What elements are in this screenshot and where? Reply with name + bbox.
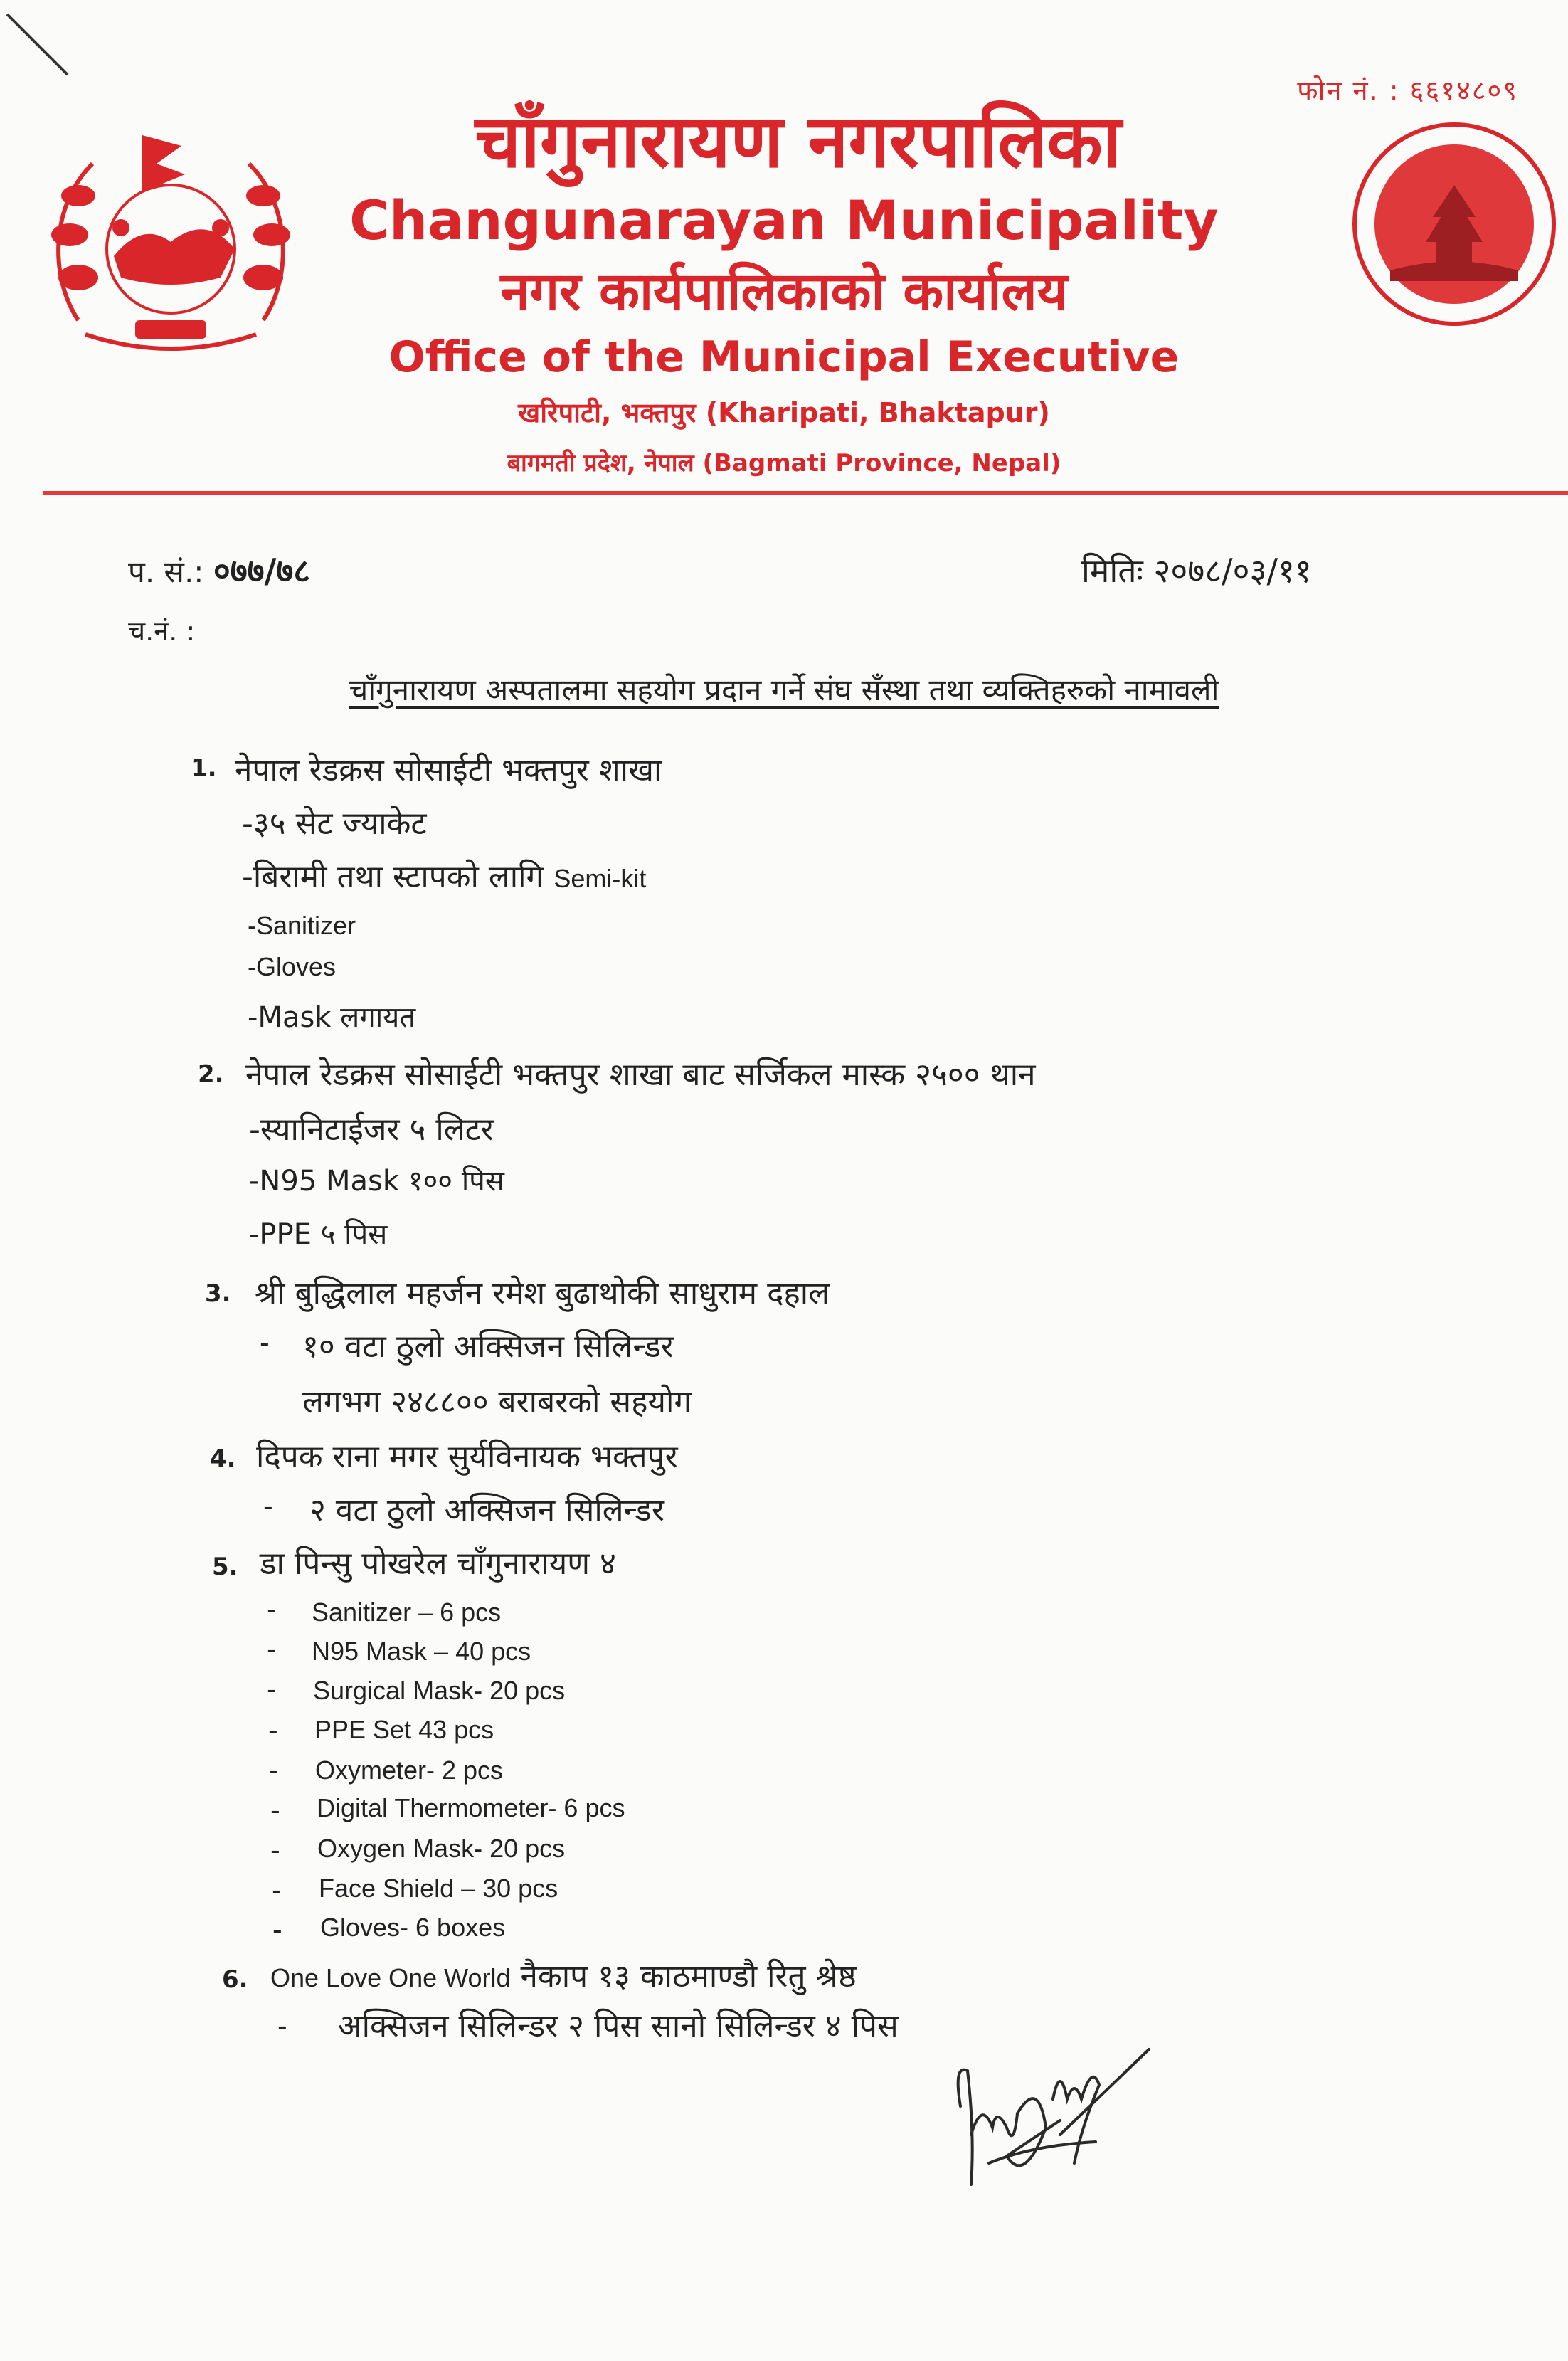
reference-label: प. सं.: <box>128 554 204 589</box>
list-item-detail: -स्यानिटाईजर ५ लिटर <box>249 1111 494 1148</box>
list-item-number: 2. <box>198 1060 224 1089</box>
list-item-heading: नेपाल रेडक्रस सोसाईटी भक्तपुर शाखा <box>235 752 662 788</box>
signature-icon <box>939 2021 1153 2206</box>
office-province: बागमती प्रदेश, नेपाल (Bagmati Province, Nepal) <box>507 449 1061 477</box>
list-item-heading: दिपक राना मगर सुर्यविनायक भक्तपुर <box>256 1439 678 1475</box>
list-item-detail: -Sanitizer <box>248 911 356 940</box>
list-item-detail: -PPE ५ पिस <box>249 1218 388 1251</box>
supply-item: Gloves- 6 boxes <box>320 1913 506 1942</box>
semi-kit-label: Semi-kit <box>553 864 647 893</box>
dash-bullet: - <box>267 1634 277 1665</box>
document-title: चाँगुनारायण अस्पतालमा सहयोग प्रदान गर्ने संघ सँस्था तथा व्यक्तिहरुको नामावली <box>349 672 1219 707</box>
dash-bullet: - <box>270 1795 280 1826</box>
office-name-np: नगर कार्यपालिकाको कार्यालय <box>500 261 1068 322</box>
office-address: खरिपाटी, भक्तपुर (Kharipati, Bhaktapur) <box>518 397 1050 428</box>
supply-item: Sanitizer – 6 pcs <box>312 1597 502 1627</box>
dash-bullet: - <box>270 1834 280 1866</box>
list-item-heading <box>270 1953 857 1996</box>
list-item-detail: -Mask लगायत <box>248 1001 416 1034</box>
list-item-number: 5. <box>212 1553 238 1581</box>
list-item-detail <box>242 854 646 897</box>
list-item-number: 3. <box>205 1279 231 1308</box>
list-item-detail: १० वटा ठुलो अक्सिजन सिलिन्डर <box>302 1329 674 1365</box>
list-item-detail-text: -बिरामी तथा स्टापको लागि <box>242 859 544 895</box>
list-item-detail: -N95 Mask १०० पिस <box>249 1165 504 1198</box>
municipality-name-en: Changunarayan Municipality <box>349 189 1219 252</box>
letter-date: मितिः २०७८/०३/११ <box>1081 551 1312 590</box>
list-item-detail: -Gloves <box>248 952 337 981</box>
supply-item: Surgical Mask- 20 pcs <box>313 1676 566 1705</box>
list-item-number: 6. <box>222 1965 248 1994</box>
list-item-number: 4. <box>210 1444 236 1473</box>
dash-bullet: - <box>260 1327 270 1358</box>
phone-number: फोन नं. : ६६१४८०९ <box>1297 75 1518 106</box>
reference-value: ०७७/७८ <box>213 551 311 590</box>
dispatch-number-label: च.नं. : <box>128 616 196 647</box>
dash-bullet: - <box>268 1715 278 1746</box>
dash-bullet: - <box>263 1491 273 1522</box>
list-item-heading: श्री बुद्धिलाल महर्जन रमेश बुढाथोकी साधुराम दहाल <box>255 1275 830 1311</box>
office-name-en: Office of the Municipal Executive <box>388 332 1180 382</box>
list-item-heading: डा पिन्सु पोखरेल चाँगुनारायण ४ <box>260 1546 616 1582</box>
list-item-detail: २ वटा ठुलो अक्सिजन सिलिन्डर <box>309 1492 664 1528</box>
list-item-number: 1. <box>191 754 217 783</box>
supply-item: Digital Thermometer- 6 pcs <box>317 1793 625 1822</box>
dash-bullet: - <box>267 1594 277 1625</box>
supply-item: Oxymeter- 2 pcs <box>315 1755 504 1785</box>
organization-name-en: One Love One World <box>270 1963 511 1992</box>
list-item-heading-text: नैकाप १३ काठमाण्डौ रितु श्रेष्ठ <box>520 1958 857 1995</box>
dash-bullet: - <box>269 1755 279 1786</box>
supply-item: N95 Mask – 40 pcs <box>312 1637 531 1666</box>
dash-bullet: - <box>267 1674 277 1705</box>
supply-item: PPE Set 43 pcs <box>314 1715 494 1744</box>
supply-item: Oxygen Mask- 20 pcs <box>317 1834 566 1863</box>
dash-bullet: - <box>272 1874 282 1906</box>
dash-bullet: - <box>277 2010 287 2042</box>
list-item-detail: अक्सिजन सिलिन्डर २ पिस सानो सिलिन्डर ४ पिस <box>338 2008 899 2044</box>
dash-bullet: - <box>272 1914 282 1945</box>
supply-item: Face Shield – 30 pcs <box>319 1874 558 1903</box>
list-item-heading: नेपाल रेडक्रस सोसाईटी भक्तपुर शाखा बाट सर्जिकल मास्क २५०० थान <box>245 1057 1036 1093</box>
list-item-detail: लगभग २४८८०० बराबरको सहयोग <box>302 1384 692 1420</box>
list-item-detail: -३५ सेट ज्याकेट <box>242 806 427 842</box>
municipality-name-np: चाँगुनारायण नगरपालिका <box>475 100 1122 184</box>
